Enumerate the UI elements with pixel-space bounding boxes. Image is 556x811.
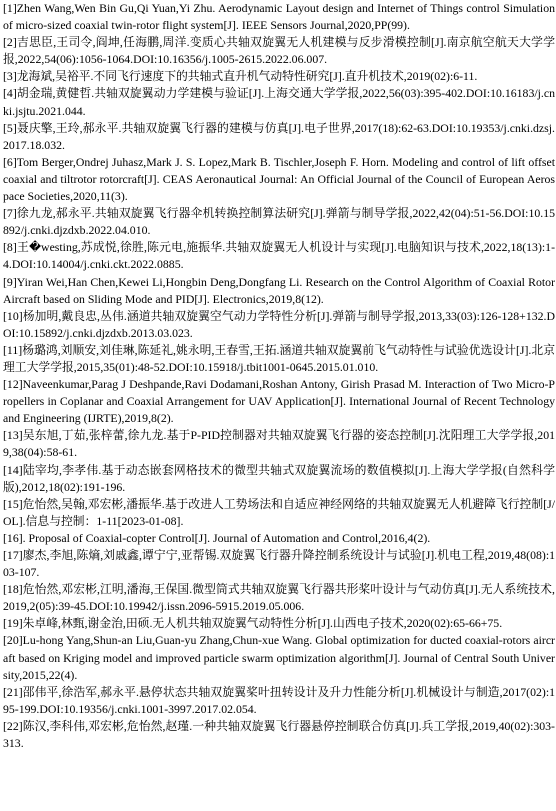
reference-item-14: [14]陆宰均,李孝伟.基于动态嵌套网格技术的微型共轴式双旋翼流场的数值模拟[J].上海大学学报(自然科学版),2012,18(02):191-196.: [3, 462, 555, 494]
reference-item-10: [10]杨加明,戴良忠,丛伟.涵道共轴双旋翼空气动力学特性分析[J].弹箭与制导学报,2013,33(03):126-128+132.DOI:10.15892/j.cnki.djzdxb.2013.03.023.: [3, 308, 555, 340]
reference-item-16: [16]. Proposal of Coaxial-copter Control[J]. Journal of Automation and Control,2016,4(2).: [3, 530, 431, 545]
reference-item-6: [6]Tom Berger,Ondrej Juhasz,Mark J. S. Lopez,Mark B. Tischler,Joseph F. Horn. Modeling and control of lift offset coaxial and tiltrotor rotorcraft[J]. CEAS Aeronautical Journal: An Official Journal of the Council of European Aerospace Societies,2020,11(3).: [3, 154, 555, 204]
reference-item-18: [18]危怡然,邓宏彬,江明,潘海,王保国.微型筒式共轴双旋翼飞行器共形桨叶设计与气动仿真[J].无人系统技术,2019,2(05):39-45.DOI:10.19942/j.issn.2096-5915.2019.05.006.: [3, 582, 555, 614]
reference-item-4: [4]胡金瑞,黄健哲.共轴双旋翼动力学建模与验证[J].上海交通大学学报,2022,56(03):395-402.DOI:10.16183/j.cnki.jsjtu.2021.044.: [3, 86, 555, 118]
reference-item-12: [12]Naveenkumar,Parag J Deshpande,Ravi Dodamani,Roshan Antony, Girish Prasad M. Interaction of Two Micro-Propellers in Coplanar and Coaxial Arrangement for UAV Application[J]. International Journal of Recent Technology and Engineering (IJRTE),2019,8(2).: [3, 377, 555, 426]
reference-item-7: [7]徐九龙,郝永平.共轴双旋翼飞行器伞机转换控制算法研究[J].弹箭与制导学报,2022,42(04):51-56.DOI:10.15892/j.cnki.djzdxb.2022.04.010.: [3, 206, 555, 238]
reference-item-9: [9]Yiran Wei,Han Chen,Kewei Li,Hongbin Deng,Dongfang Li. Research on the Control Algorithm of Coaxial Rotor Aircraft based on Sliding Mode and PID[J]. Electronics,2019,8(12).: [3, 274, 555, 306]
reference-item-22: [22]陈汉,李科伟,邓宏彬,危怡然,赵瑾.一种共轴双旋翼飞行器悬停控制联合仿真[J].兵工学报,2019,40(02):303-313.: [3, 718, 555, 751]
reference-item-5: [5]聂庆擎,王玲,郝永平.共轴双旋翼飞行器的建模与仿真[J].电子世界,2017(18):62-63.DOI:10.19353/j.cnki.dzsj.2017.18.032.: [3, 120, 555, 152]
reference-item-1: [1]Zhen Wang,Wen Bin Gu,Qi Yuan,Yi Zhu. Aerodynamic Layout design and Internet of Things control Simulation of micro-sized coaxial twin-rotor flight system[J]. IEEE Sensors Journal,2020,PP(99).: [3, 1, 555, 33]
reference-item-11: [11]杨璐鸿,刘顺安,刘佳琳,陈延礼,姚永明,王春雪,王拓.涵道共轴双旋翼前飞气动特性与试验优选设计[J].北京理工大学学报,2015,35(01):48-52.DOI:10.15918/j.tbit1001-0645.2015.01.010.: [3, 342, 555, 374]
reference-item-20: [20]Lu-hong Yang,Shun-an Liu,Guan-yu Zhang,Chun-xue Wang. Global optimization for ducted coaxial-rotors aircraft based on Kriging model and improved particle swarm optimization algorithm[J]. Journal of Central South University,2015,22(4).: [3, 633, 555, 682]
reference-item-15: [15]危怡然,吴翰,邓宏彬,潘振华.基于改进人工势场法和自适应神经网络的共轴双旋翼无人机避障飞行控制[J/OL].信息与控制：1-11[2023-01-08].: [3, 496, 555, 528]
reference-item-13: [13]吴东旭,丁茹,张梓蕾,徐九龙.基于P-PID控制器对共轴双旋翼飞行器的姿态控制[J].沈阳理工大学学报,2019,38(04):58-61.: [3, 428, 555, 460]
reference-item-19: [19]朱卓峰,林甄,谢金治,田硕.无人机共轴双旋翼气动特性分析[J].山西电子技术,2020(02):65-66+75.: [3, 616, 503, 631]
reference-item-3: [3]龙海斌,吴裕平.不同飞行速度下的共轴式直升机气动特性研究[J].直升机技术,2019(02):6-11.: [3, 69, 478, 84]
reference-item-2: [2]吉思臣,王司令,阎坤,任海鹏,周洋.变质心共轴双旋翼无人机建模与反步滑模控制[J].南京航空航天大学学报,2022,54(06):1056-1064.DOI:10.16356/j.1005-2615.2022.06.007.: [3, 35, 555, 67]
reference-item-8: [8]王�westing,苏成悦,徐胜,陈元电,施振华.共轴双旋翼无人机设计与实现[J].电脑知识与技术,2022,18(13):1-4.DOI:10.14004/j.cnki.ckt.2022.0885.: [3, 240, 555, 272]
reference-item-17: [17]廖杰,李旭,陈熵,刘戚鑫,谭宁宁,亚帮锡.双旋翼飞行器升降控制系统设计与试验[J].机电工程,2019,48(08):103-107.: [3, 548, 555, 580]
reference-item-21: [21]邵伟平,徐浩军,郝永平.悬停状态共轴双旋翼桨叶扭转设计及升力性能分析[J].机械设计与制造,2017(02):195-199.DOI:10.19356/j.cnki.1001-3997.2017.02.054.: [3, 684, 555, 716]
